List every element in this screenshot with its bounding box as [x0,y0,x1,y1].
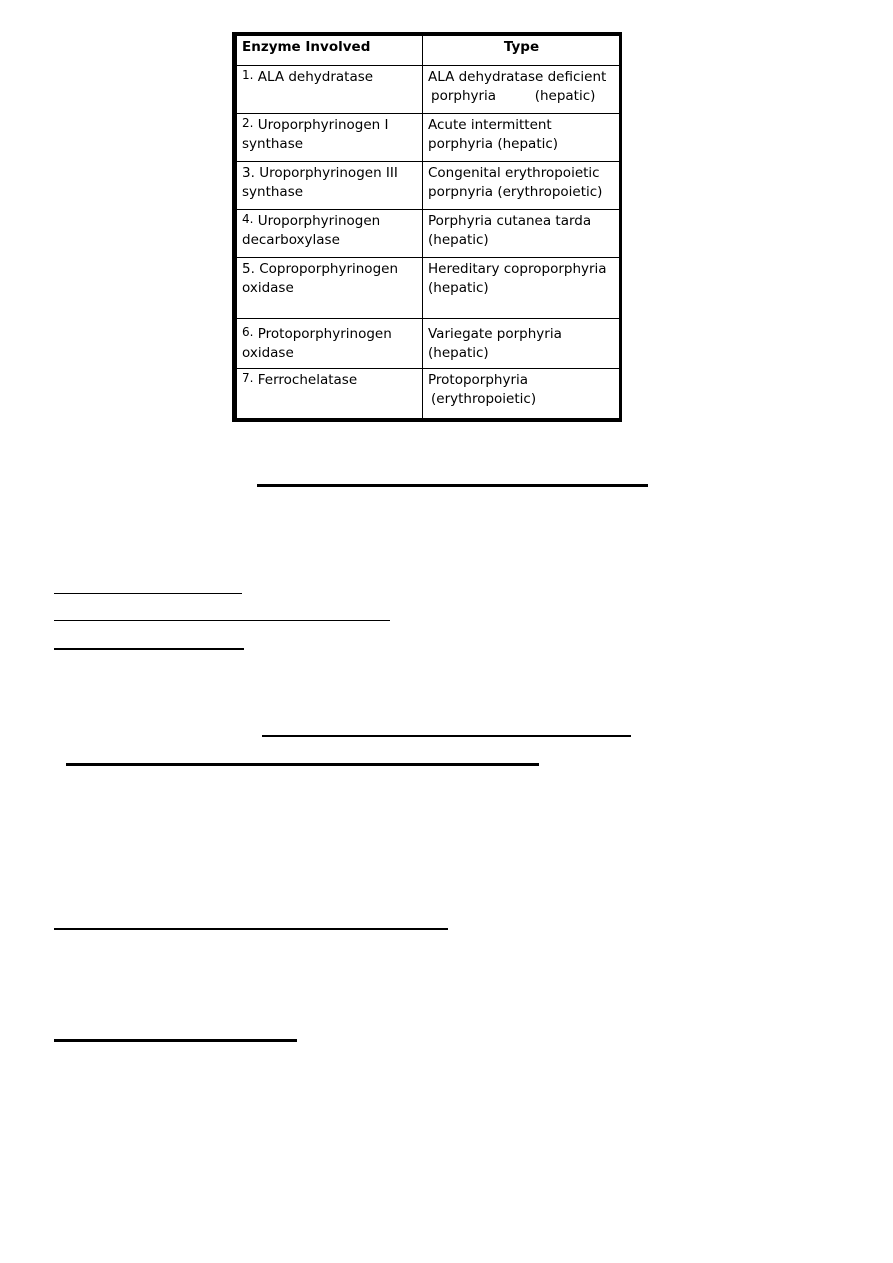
heading-underline [54,593,242,594]
heading-underline [54,1039,297,1042]
heading-underline [54,620,390,621]
enzyme-cell: 5. Coproporphyrinogen oxidase [237,258,423,319]
type-cell: Porphyria cutanea tarda (hepatic) [423,210,620,258]
table-row [237,210,620,258]
enzyme-cell: 6. Protoporphyrinogen oxidase [237,319,423,369]
table-row [237,66,620,114]
table-header-row [237,36,620,66]
type-cell: Variegate porphyria (hepatic) [423,319,620,369]
heading-underline [54,928,448,930]
heading-underline [66,763,539,766]
enzyme-cell: 1. ALA dehydratase [237,66,423,114]
header-type: Type [423,36,620,66]
table-row [237,258,620,319]
porphyria-enzyme-table [232,32,622,422]
enzyme-cell: 2. Uroporphyrinogen I synthase [237,114,423,162]
type-cell: Acute intermittent porphyria (hepatic) [423,114,620,162]
type-cell: ALA dehydratase deficient porphyria (hepatic) [423,66,620,114]
type-cell: Protoporphyria (erythropoietic) [423,369,620,419]
enzyme-cell: 4. Uroporphyrinogen decarboxylase [237,210,423,258]
enzyme-cell: 7. Ferrochelatase [237,369,423,419]
enzyme-cell: 3. Uroporphyrinogen III synthase [237,162,423,210]
type-cell: Congenital erythropoietic porpnyria (erythropoietic) [423,162,620,210]
table-row [237,319,620,369]
type-cell: Hereditary coproporphyria (hepatic) [423,258,620,319]
table-row [237,114,620,162]
header-enzyme: Enzyme Involved [237,36,423,66]
heading-underline [262,735,631,737]
heading-underline [257,484,648,487]
table-row [237,162,620,210]
table-row [237,369,620,419]
heading-underline [54,648,244,650]
